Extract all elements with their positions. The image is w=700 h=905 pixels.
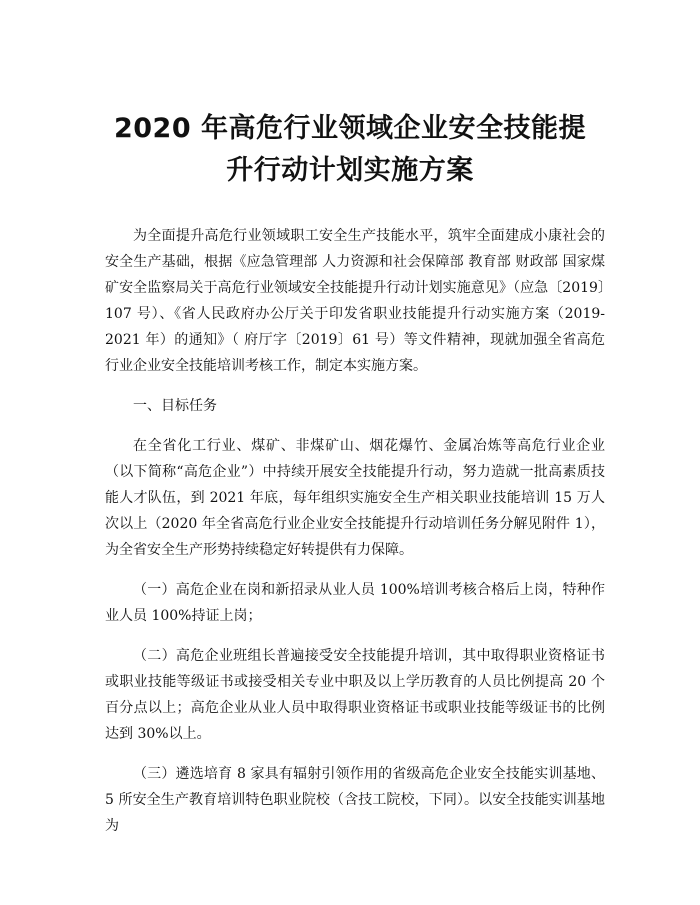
document-body <box>105 223 605 839</box>
goals-paragraph: 在全省化工行业、煤矿、非煤矿山、烟花爆竹、金属冶炼等高危行业企业（以下简称“高危企业”）中持续开展安全技能提升行动，努力造就一批高素质技能人才队伍，到 2021 年底，每年组织实施安全生产相关职业技能培训 15 万人次以上（2020 年全省高危行业企业安全技能提升行动培训任务分解见附件 1），为全省安全生产形势持续稳定好转提供有力保障。 <box>105 438 605 558</box>
section-heading-goals: 一、目标任务 <box>133 398 217 414</box>
item-2-paragraph: （二）高危企业班组长普遍接受安全技能提升培训，其中取得职业资格证书或职业技能等级证书或接受相关专业中职及以上学历教育的人员比例提高 20 个百分点以上；高危企业从业人员中取得职业资格证书或职业技能等级证书的比例达到 30%以上。 <box>105 648 605 742</box>
item-1-paragraph: （一）高危企业在岗和新招录从业人员 100%培训考核合格后上岗，特种作业人员 100%持证上岗； <box>105 582 605 624</box>
document-title <box>90 108 610 192</box>
title-line-2: 升行动计划实施方案 <box>226 155 474 186</box>
intro-paragraph: 为全面提升高危行业领域职工安全生产技能水平，筑牢全面建成小康社会的安全生产基础，根据《应急管理部 人力资源和社会保障部 教育部 财政部 国家煤矿安全监察局关于高危行业领域安全技能提升行动计划实施意见》（应急〔2019〕107 号）、《省人民政府办公厅关于印发省职业技能提升行动实施方案（2019-2021 年）的通知》（ 府厅字〔2019〕61 号）等文件精神，现就加强全省高危行业企业安全技能培训考核工作，制定本实施方案。 <box>105 228 605 374</box>
title-line-1: 2020 年高危行业领域企业安全技能提 <box>113 113 587 144</box>
item-3-paragraph: （三）遴选培育 8 家具有辐射引领作用的省级高危企业安全技能实训基地、5 所安全生产教育培训特色职业院校（含技工院校，下同）。以安全技能实训基地为 <box>105 766 605 834</box>
